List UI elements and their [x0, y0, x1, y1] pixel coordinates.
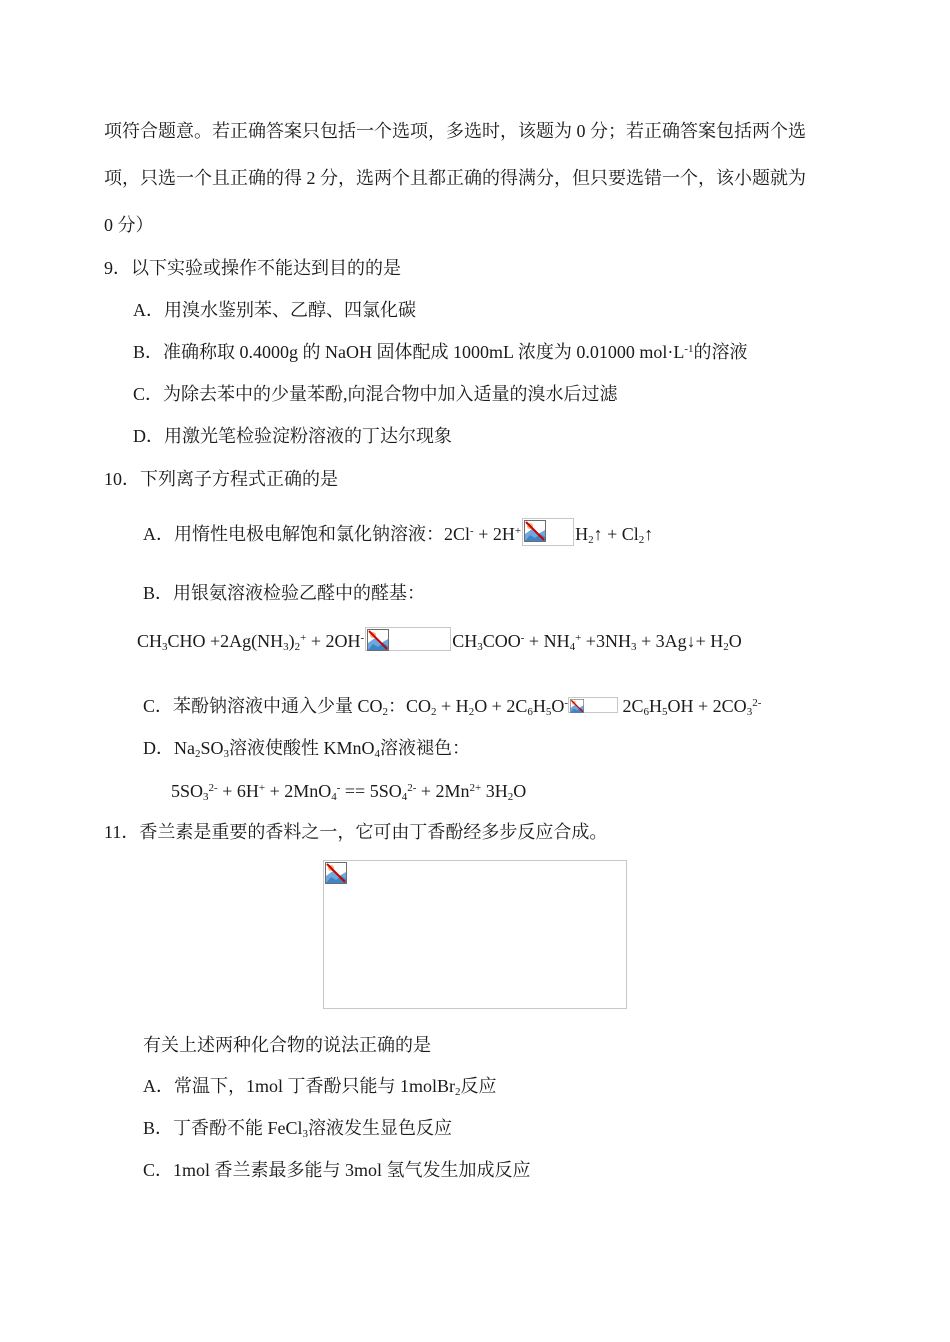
eq-text: 3H	[481, 781, 508, 801]
eq-sub: 2	[638, 534, 645, 546]
eq-text: + 2Mn	[416, 781, 470, 801]
eq-sub: 2	[431, 706, 437, 718]
q10-option-d-equation	[171, 779, 526, 803]
eq-sup: -	[470, 525, 474, 537]
eq-text: + 3Ag↓+ H	[636, 631, 724, 651]
eq-text: H	[532, 696, 546, 716]
q9-b-text: B．准确称取 0.4000g 的 NaOH 固体配成 1000mL 浓度为 0.01000 mol·L	[133, 342, 685, 362]
eq-sub: 3	[283, 641, 289, 653]
eq-sup: -	[360, 632, 365, 644]
eq-sub: 2	[507, 791, 514, 803]
q9-b-sup: -1	[684, 343, 694, 355]
eq-text: 溶液褪色：	[380, 738, 471, 758]
option-sub: 3	[302, 1128, 309, 1140]
q10-option-b-label: B．用银氨溶液检验乙醛中的醛基：	[143, 583, 426, 603]
eq-sup: 2-	[752, 697, 762, 709]
eq-text: + H	[436, 696, 469, 716]
eq-text: C．苯酚钠溶液中通入少量 CO	[143, 696, 383, 716]
eq-sub: 2	[382, 706, 389, 718]
option-text: B．丁香酚不能 FeCl	[143, 1118, 303, 1138]
eq-sup: +	[300, 632, 307, 644]
eq-sub: 5	[662, 706, 668, 718]
eq-text: +3NH	[581, 631, 631, 651]
eq-sup: +	[514, 525, 522, 537]
q10-option-d-label	[143, 736, 470, 760]
eq-sub: 6	[527, 706, 533, 718]
q11-sub-stem: 有关上述两种化合物的说法正确的是	[143, 1035, 431, 1055]
eq-sub: 2	[468, 706, 475, 718]
eq-text: + NH	[524, 631, 570, 651]
eq-text: COO	[482, 631, 521, 651]
eq-text: O	[513, 781, 527, 801]
option-text: 反应	[460, 1076, 497, 1096]
eq-text: CH	[137, 631, 163, 651]
q9-b-text-end: 的溶液	[693, 342, 748, 362]
eq-text: + 2OH	[306, 631, 361, 651]
intro-line-1: 项符合题意。若正确答案只包括一个选项，多选时，该题为 0 分；若正确答案包括两个选	[104, 121, 806, 141]
eq-sub: 2	[723, 641, 729, 653]
eq-sub: 2	[588, 534, 594, 546]
option-text: 溶液发生显色反应	[308, 1118, 453, 1138]
eq-text: ：CO	[388, 696, 432, 716]
eq-text: D．Na	[143, 738, 195, 758]
eq-sub: 3	[746, 706, 753, 718]
option-text: A．常温下，1mol 丁香酚只能与 1molBr	[143, 1076, 456, 1096]
eq-text: A．用惰性电极电解饱和氯化钠溶液：2Cl	[143, 524, 471, 544]
eq-text: 2C	[618, 696, 644, 716]
q10-option-b-equation	[137, 627, 742, 653]
eq-sup: 2-	[407, 782, 417, 794]
option-sub: 2	[455, 1086, 461, 1098]
eq-sub: 6	[643, 706, 650, 718]
eq-sub: 4	[374, 748, 381, 760]
eq-text: + 2H	[473, 524, 515, 544]
eq-sup: +	[575, 632, 582, 644]
broken-image-icon	[323, 860, 627, 1009]
q11-stem: 11．香兰素是重要的香料之一，它可由丁香酚经多步反应合成。	[104, 822, 608, 842]
eq-sub: 3	[630, 641, 637, 653]
q10-option-a	[143, 518, 653, 546]
eq-sub: 4	[331, 791, 337, 803]
eq-sub: 2	[195, 748, 201, 760]
eq-text: + 2MnO	[265, 781, 332, 801]
eq-text: O	[551, 696, 565, 716]
q9-stem: 9．以下实验或操作不能达到目的的是	[104, 258, 401, 278]
eq-sup: -	[520, 632, 525, 644]
broken-image-icon	[365, 627, 451, 651]
broken-image-icon	[522, 518, 574, 546]
eq-text: CHO +2Ag(NH	[167, 631, 284, 651]
eq-sub: 5	[545, 706, 552, 718]
broken-image-icon	[568, 697, 618, 713]
q9-option-a: A．用溴水鉴别苯、乙醇、四氯化碳	[133, 300, 416, 320]
eq-sub: 2	[294, 641, 301, 653]
eq-sup: -	[336, 782, 341, 794]
eq-text: 溶液使酸性 KMnO	[229, 738, 375, 758]
eq-text: SO	[200, 738, 224, 758]
eq-sup: 2-	[208, 782, 218, 794]
eq-text: ↑ + Cl	[593, 524, 639, 544]
q9-option-b	[133, 340, 747, 364]
eq-text: H	[575, 524, 589, 544]
eq-text: H	[649, 696, 663, 716]
eq-sup: +	[258, 782, 266, 794]
q11-option-a	[143, 1074, 497, 1098]
eq-text: + 6H	[217, 781, 259, 801]
eq-text: OH + 2CO	[667, 696, 747, 716]
eq-sup: -	[564, 697, 569, 709]
eq-text: == 5SO	[340, 781, 402, 801]
q9-option-d: D．用激光笔检验淀粉溶液的丁达尔现象	[133, 426, 452, 446]
eq-sup: 2+	[469, 782, 482, 794]
q10-option-c	[143, 694, 761, 718]
eq-sub: 3	[162, 641, 168, 653]
eq-text: ↑	[644, 524, 654, 544]
q11-option-b	[143, 1116, 452, 1140]
eq-text: O + 2C	[474, 696, 528, 716]
eq-sub: 4	[569, 641, 576, 653]
q9-option-c: C．为除去苯中的少量苯酚,向混合物中加入适量的溴水后过滤	[133, 384, 618, 404]
intro-line-3: 0 分）	[104, 215, 154, 235]
eq-sub: 3	[203, 791, 209, 803]
eq-sub: 3	[477, 641, 483, 653]
eq-text: )	[288, 631, 295, 651]
eq-sub: 3	[223, 748, 230, 760]
q11-option-c: C．1mol 香兰素最多能与 3mol 氢气发生加成反应	[143, 1160, 531, 1180]
eq-sub: 4	[401, 791, 408, 803]
eq-text: 5SO	[171, 781, 204, 801]
eq-text: CH	[452, 631, 478, 651]
eq-text: O	[728, 631, 742, 651]
intro-line-2: 项，只选一个且正确的得 2 分，选两个且都正确的得满分，但只要选错一个，该小题就为	[104, 168, 806, 188]
q10-stem: 10．下列离子方程式正确的是	[104, 469, 338, 489]
